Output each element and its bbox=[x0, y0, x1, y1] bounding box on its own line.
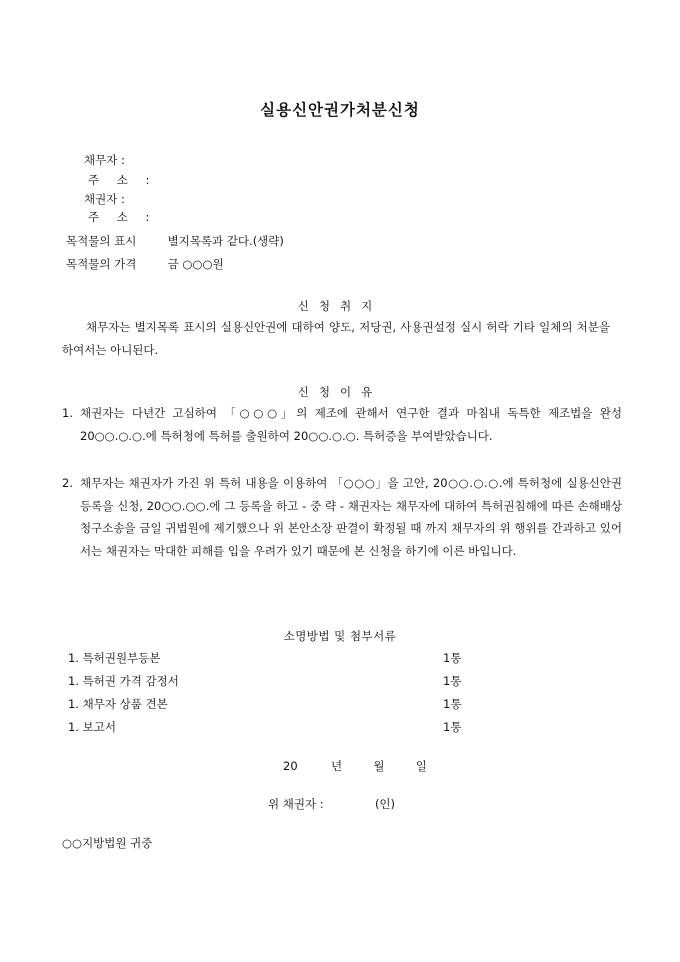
reason-item-2 bbox=[62, 472, 622, 562]
object-display-value: 별지목록과 같다.(생략) bbox=[167, 234, 284, 248]
creditor-label: 채권자 : bbox=[84, 192, 125, 206]
date-line bbox=[283, 758, 427, 774]
object-display-row bbox=[66, 233, 284, 249]
object-price-row bbox=[66, 256, 224, 272]
reason-item-1 bbox=[62, 402, 622, 447]
creditor-address-line bbox=[88, 209, 156, 225]
attachment-count: 1통 bbox=[443, 651, 462, 665]
object-display-label: 목적물의 표시 bbox=[66, 234, 137, 248]
debtor-address-line bbox=[88, 172, 156, 188]
court-addressee: ○○지방법원 귀중 bbox=[62, 836, 153, 850]
attachment-count: 1통 bbox=[443, 674, 462, 688]
creditor-address-label: 주 소 : bbox=[88, 210, 157, 224]
creditor-name-line bbox=[84, 191, 125, 207]
attachment-label: 1. 특허권 가격 감정서 bbox=[68, 674, 179, 688]
debtor-address-label: 주 소 : bbox=[88, 173, 157, 187]
purpose-text: 채무자는 별지목록 표시의 실용신안권에 대하여 양도, 저당권, 사용권설정 실시 허락 기타 일체의 처분을 하여서는 아니된다. bbox=[62, 320, 610, 357]
object-price-value: 금 ○○○원 bbox=[167, 257, 224, 271]
debtor-label: 채무자 : bbox=[84, 153, 125, 167]
attachment-label: 1. 채무자 상품 견본 bbox=[68, 697, 168, 711]
signature-line bbox=[268, 796, 395, 812]
reason-text-2: 채무자는 채권자가 가진 위 특허 내용을 이용하여 「○○○」을 고안, 20○○.○.○.에 특허청에 실용신안권 등록을 신청, 20○○.○○.에 그 등록을 하고 - 중 략 - 채권자는 채무자에 대하여 특허권침해에 따른 손해배상 청구소송을 금일 귀법원에 제기했으나 위 본안소장 판결이 확정될 때 까지 채무자의 위 행위를 간과하고 있어서는 채권자는 막대한 피해를 입을 우려가 있기 때문에 본 신청을 하기에 이른 바입니다. bbox=[80, 476, 622, 558]
signature-label: 위 채권자 : bbox=[268, 797, 324, 811]
attachment-count: 1통 bbox=[443, 697, 462, 711]
object-price-label: 목적물의 가격 bbox=[66, 257, 137, 271]
attachment-label: 1. 보고서 bbox=[68, 720, 116, 734]
document-title: 실용신안권가처분신청 bbox=[260, 101, 420, 119]
attachments-heading: 소명방법 및 첨부서류 bbox=[283, 629, 397, 643]
debtor-name-line bbox=[84, 152, 125, 168]
attachment-label: 1. 특허권원부등본 bbox=[68, 651, 161, 665]
purpose-heading: 신청취지 bbox=[297, 299, 383, 313]
reason-number-1: 1. bbox=[62, 406, 73, 420]
date-month-unit: 월 bbox=[373, 759, 385, 773]
date-day-unit: 일 bbox=[415, 759, 427, 773]
attachment-count: 1통 bbox=[443, 720, 462, 734]
date-year: 20 bbox=[283, 759, 298, 773]
date-year-unit: 년 bbox=[330, 759, 343, 773]
reason-text-1: 채권자는 다년간 고심하여 「○○○」의 제조에 관해서 연구한 결과 마침내 독특한 제조법을 완성 20○○.○.○.에 특허청에 특허를 출원하여 20○○.○.○. 특허증을 부여받았습니다. bbox=[80, 406, 622, 443]
signature-seal: (인) bbox=[374, 797, 396, 811]
reasons-heading: 신청이유 bbox=[297, 385, 383, 399]
reason-number-2: 2. bbox=[62, 476, 73, 490]
